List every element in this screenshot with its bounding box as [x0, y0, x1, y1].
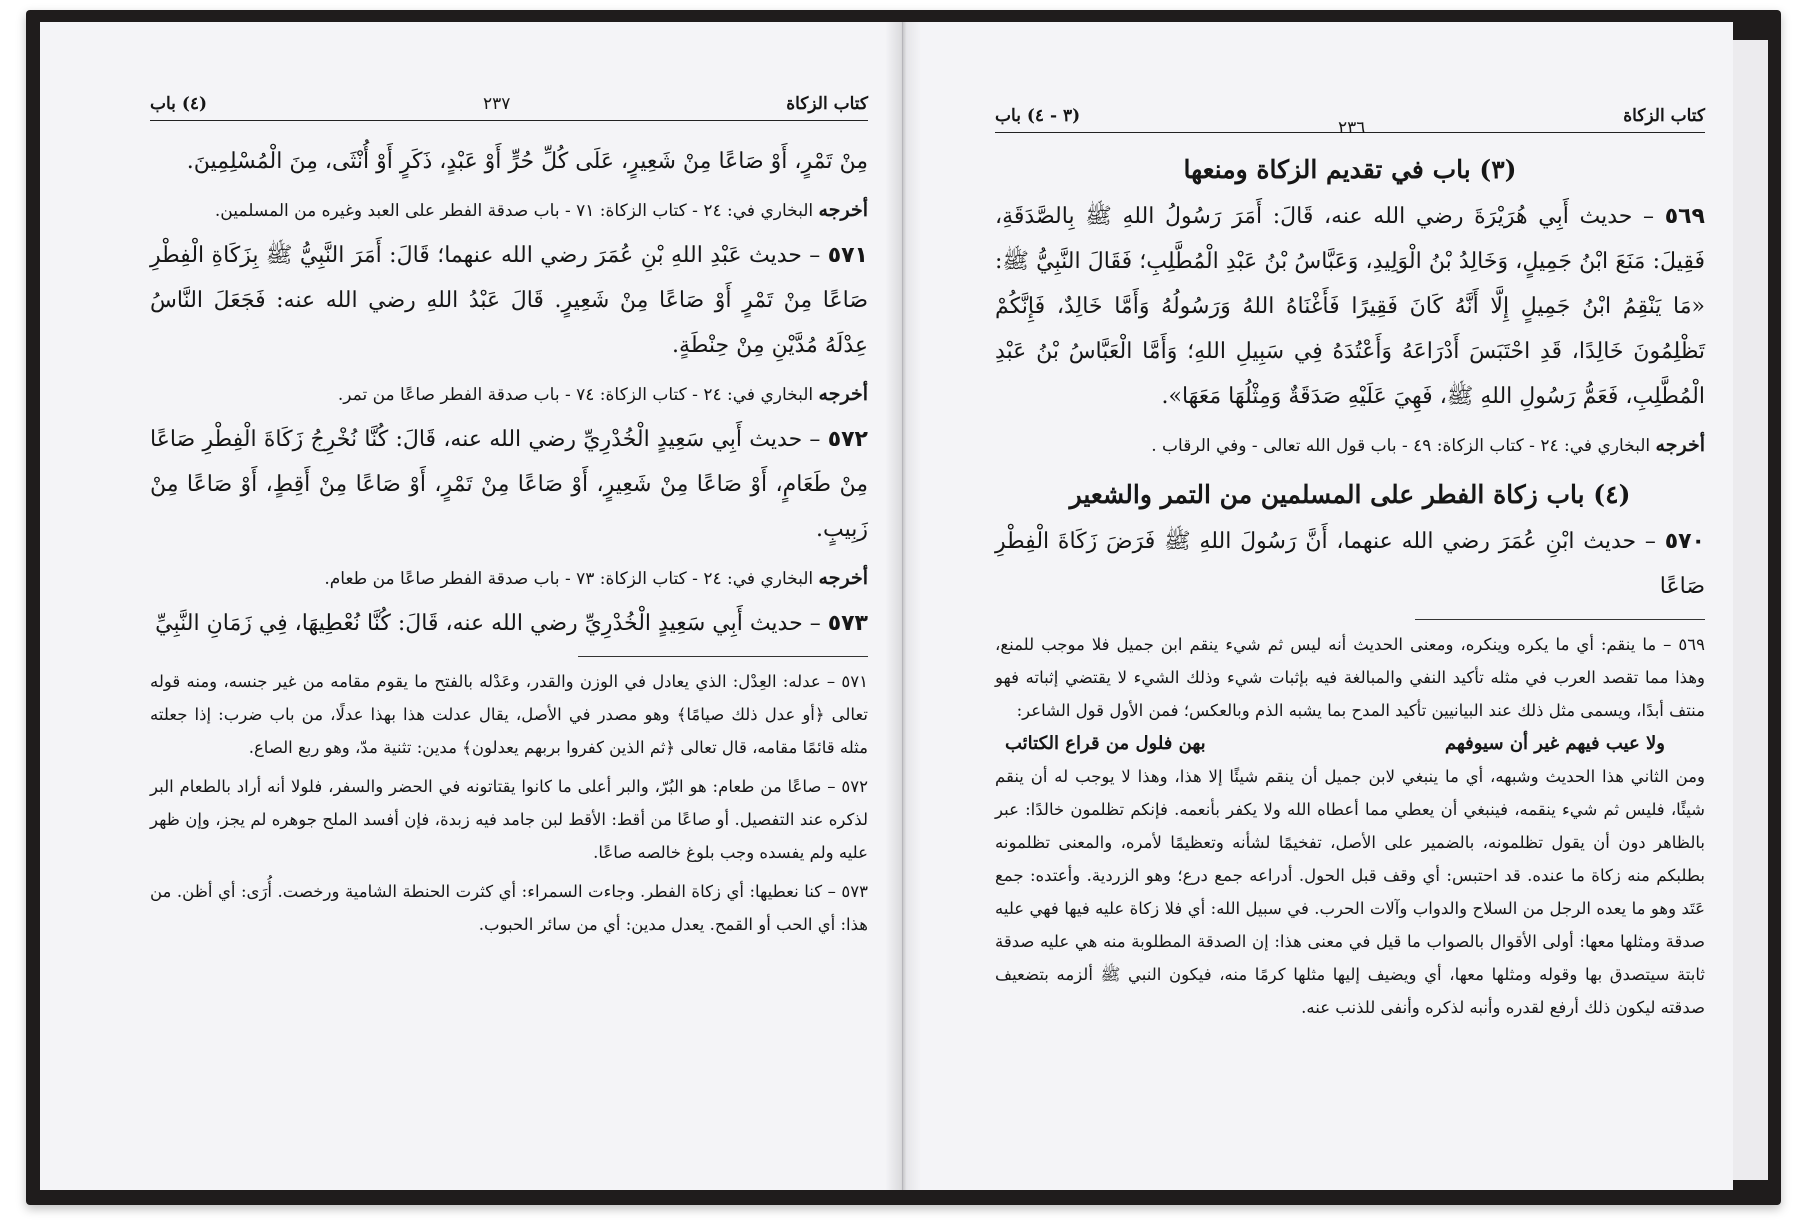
takhrij-570 [150, 192, 868, 229]
takhrij-text: البخاري في: ٢٤ - كتاب الزكاة: ٧١ - باب صدقة الفطر على العبد وغيره من المسلمين. [214, 201, 819, 221]
left-running-head [150, 94, 868, 121]
page-edges [1731, 40, 1768, 1180]
right-running-head [995, 106, 1705, 138]
running-head-book: كتاب الزكاة [786, 94, 868, 114]
left-page-content [150, 94, 868, 947]
right-page-content [995, 106, 1705, 1030]
footnote-569-continued: ومن الثاني هذا الحديث وشبهه، أي ما ينبغي لابن جميل أن ينقم شيئًا إلا هذا، وهذا لا يوجب له أن ينقم شيئًا، فليس ثم شيء ينقمه، فينبغي أن يعطي مما أعطاه الله ولا يكفر بأنعمه. فإنكم تظلمون خالدًا: عبر بالظاهر دون أن يقول تظلمونه، بالضمير على الأصل، تفخيمًا لشأنه وتعظيمًا لأمره، والمعنى تظلمونه بطلبكم منه زكاة ما عنده. قد احتبس: أي وقف قبل الحول. أدراعه جمع درع؛ وهو الزردية. وأعتده: جمع عَتَد وهو ما يعده الرجل من السلاح والدواب وآلات الحرب. في سبيل الله: أي فلا زكاة عليه فيها فهي عليه صدقة ومثلها معها: أولى الأقوال بالصواب ما قيل في معنى هذا: إن الصدقة المطلوبة منه هي عليه صدقة ثابتة سيتصدق بها وقوله ومثلها معها، أي ويضيف إليها مثلها كرمًا منه، فيكون النبي ﷺ ألزمه بتضعيف صدقته ليكون ذلك أرفع لقدره وأنبه لذكره وأنفى للذنب عنه. [995, 767, 1705, 1017]
takhrij-label: أخرجه [818, 383, 868, 405]
hadith-text: – حديث ابْنِ عُمَرَ رضي الله عنهما، أَنَّ رَسُولَ اللهِ ﷺ فَرَضَ زَكَاةَ الْفِطْرِ صَاعًا [995, 529, 1705, 599]
running-head-book: كتاب الزكاة [1623, 106, 1705, 126]
hadith-number: ٥٧٢ [827, 427, 868, 452]
hadith-text: – حديث أَبِي سَعِيدٍ الْخُدْرِيِّ رضي الله عنه، قَالَ: كُنَّا نُعْطِيهَا، فِي زَمَانِ النَّبِيِّ [155, 611, 821, 636]
left-page [40, 22, 903, 1190]
footnote-divider [578, 656, 868, 657]
footnote-573: ٥٧٣ – كنا نعطيها: أي زكاة الفطر. وجاءت السمراء: أي كثرت الحنطة الشامية ورخصت. أُرَى: أي أظن. من هذا: أي الحب أو القمح. يعدل مدين: أي من سائر الحبوب. [150, 882, 868, 934]
hadith-572 [150, 417, 868, 552]
hadith-570 [995, 519, 1705, 609]
running-head-chapter: (٣ - ٤) باب [995, 106, 1081, 126]
hadith-569 [995, 194, 1705, 419]
hadith-text: – حديث أَبِي سَعِيدٍ الْخُدْرِيِّ رضي الله عنه، قَالَ: كُنَّا نُخْرِجُ زَكَاةَ الْفِطْرِ صَاعًا مِنْ طَعَامٍ، أَوْ صَاعًا مِنْ شَعِيرٍ، أَوْ صَاعًا مِنْ تَمْرٍ، أَوْ صَاعًا مِنْ أَقِطٍ، أَوْ صَاعًا مِنْ زَبِيبٍ. [150, 427, 868, 542]
hadith-text: – حديث أَبِي هُرَيْرَةَ رضي الله عنه، قَالَ: أَمَرَ رَسُولُ اللهِ ﷺ بِالصَّدَقَةِ، فَقِيلَ: مَنَعَ ابْنُ جَمِيلٍ، وَخَالِدُ بْنُ الْوَلِيدِ، وَعَبَّاسُ بْنُ عَبْدِ الْمُطَّلِبِ؛ فَقَالَ النَّبِيُّ ﷺ: «مَا يَنْقِمُ ابْنُ جَمِيلٍ إِلَّا أَنَّهُ كَانَ فَقِيرًا فَأَغْنَاهُ اللهُ وَرَسُولُهُ وَأَمَّا خَالِدٌ، فَإِنَّكُمْ تَظْلِمُونَ خَالِدًا، قَدِ احْتَبَسَ أَدْرَاعَهُ وَأَعْتُدَهُ فِي سَبِيلِ اللهِ؛ وَأَمَّا الْعَبَّاسُ بْنُ عَبْدِ الْمُطَّلِبِ، فَعَمُّ رَسُولِ اللهِ ﷺ، فَهِيَ عَلَيْهِ صَدَقَةٌ وَمِثْلُهَا مَعَهَا». [995, 204, 1705, 409]
takhrij-569 [995, 427, 1705, 464]
hadith-text: – حديث عَبْدِ اللهِ بْنِ عُمَرَ رضي الله عنهما؛ قَالَ: أَمَرَ النَّبِيُّ ﷺ بِزَكَاةِ الْفِطْرِ صَاعًا مِنْ تَمْرٍ أَوْ صَاعًا مِنْ شَعِيرٍ. قَالَ عَبْدُ اللهِ رضي الله عنه: فَجَعَلَ النَّاسُ عِدْلَهُ مُدَّيْنِ مِنْ حِنْطَةٍ. [150, 243, 868, 358]
takhrij-572 [150, 560, 868, 597]
takhrij-label: أخرجه [1655, 434, 1705, 456]
verse-first-hemistich: ولا عيب فيهم غير أن سيوفهم [1444, 733, 1665, 754]
right-page [903, 22, 1733, 1190]
page-number: ٢٣٧ [482, 94, 511, 114]
footnote-divider [1415, 619, 1705, 620]
footnote-569: ٥٦٩ – ما ينقم: أي ما يكره وينكره، ومعنى الحديث أنه ليس ثم شيء ينقم ابن جميل فلا موجب للمنع، وهذا مما تقصد العرب في مثله تأكيد النفي والمبالغة فيه بإثبات شيء وذلك الشيء لا يقتضي إثباته فهو منتف أبدًا، ويسمى مثل ذلك عند البيانيين تأكيد المدح بما يشبه الذم وبالعكس؛ فمن الأول قول الشاعر: [995, 635, 1705, 720]
hadith-number: ٥٧٣ [827, 611, 868, 636]
hadith-number: ٥٦٩ [1664, 204, 1705, 229]
poetry-verse [1005, 733, 1665, 754]
section-title-4: (٤) باب زكاة الفطر على المسلمين من التمر والشعير [1069, 480, 1631, 509]
verse-second-hemistich: بهن فلول من قراع الكتائب [1005, 733, 1206, 754]
hadith-573 [150, 601, 868, 646]
footnote-572: ٥٧٢ – صاعًا من طعام: هو البُرّ، والبر أعلى ما كانوا يقتاتونه في الحضر والسفر، فلولا أنه أراد بالطعام البر لذكره عند التفصيل. أو صاعًا من أقط: الأقط لبن جامد فيه زبدة، فإن أفسد الملح جوهره لم يجز، وإن ظهر عليه ولم يفسده وجب بلوغ خالصه صاعًا. [150, 777, 868, 862]
section-title-3: (٣) باب في تقديم الزكاة ومنعها [1183, 155, 1517, 184]
hadith-number: ٥٧٠ [1664, 529, 1705, 554]
hadith-570-continued: مِنْ تَمْرٍ، أَوْ صَاعًا مِنْ شَعِيرٍ، عَلَى كُلِّ حُرٍّ أَوْ عَبْدٍ، ذَكَرٍ أَوْ أُنْثَى، مِنَ الْمُسْلِمِينَ. [186, 149, 868, 174]
page-number: ٢٣٦ [1337, 118, 1366, 138]
hadith-571 [150, 233, 868, 368]
takhrij-text: البخاري في: ٢٤ - كتاب الزكاة: ٧٤ - باب صدقة الفطر صاعًا من تمر. [337, 385, 819, 405]
takhrij-text: البخاري في: ٢٤ - كتاب الزكاة: ٤٩ - باب قول الله تعالى - وفي الرقاب . [1151, 436, 1656, 456]
takhrij-label: أخرجه [818, 567, 868, 589]
hadith-number: ٥٧١ [827, 243, 868, 268]
running-head-chapter: (٤) باب [150, 94, 208, 114]
book-gutter [885, 22, 921, 1190]
takhrij-text: البخاري في: ٢٤ - كتاب الزكاة: ٧٣ - باب صدقة الفطر صاعًا من طعام. [324, 569, 819, 589]
takhrij-571 [150, 376, 868, 413]
takhrij-label: أخرجه [818, 199, 868, 221]
footnote-571: ٥٧١ – عدله: العِدْل: الذي يعادل في الوزن والقدر، وعَدْله بالفتح ما يقوم مقامه من غير جنسه، ومنه قوله تعالى ﴿أو عدل ذلك صيامًا﴾ وهو مصدر في الأصل، يقال عدلت هذا بهذا عدلًا، من باب ضرب: إذا جعلته مثله قائمًا مقامه، قال تعالى ﴿ثم الذين كفروا بربهم يعدلون﴾ مدين: تثنية مدّ، وهو ربع الصاع. [150, 672, 868, 757]
